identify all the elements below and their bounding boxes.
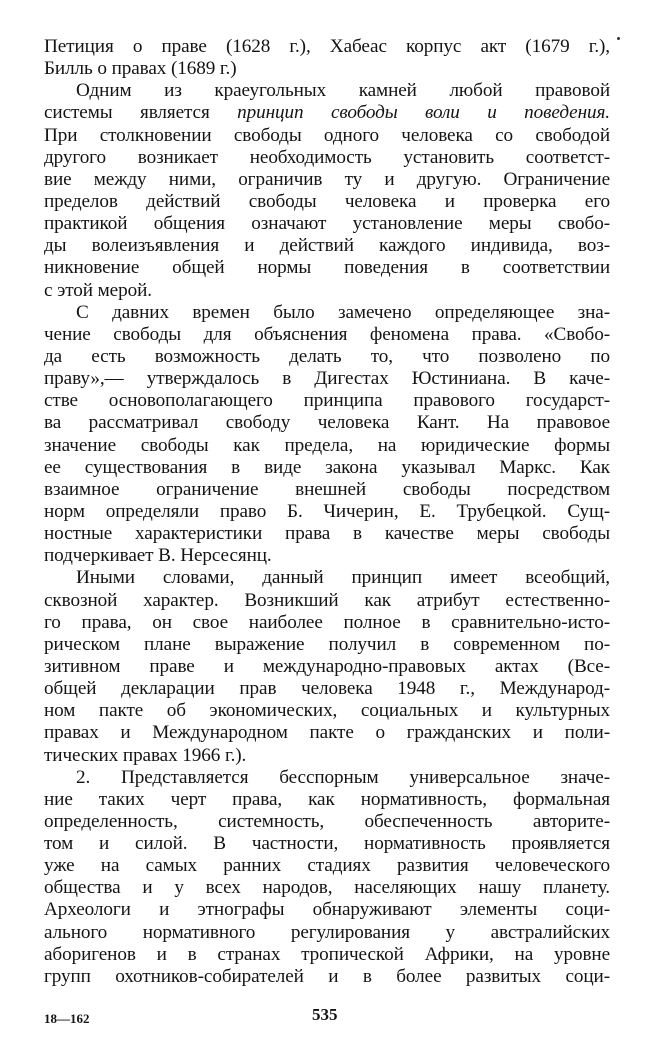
printer-signature: 18—162	[44, 1011, 90, 1026]
text-line: правах и Международном пакте о гражданских и поли-	[44, 722, 610, 744]
text-line: ды волеизъявления и действий каждого индивида, воз-	[44, 235, 610, 257]
page-body	[44, 36, 610, 988]
text-line: системы является принцип свободы воли и поведения.	[44, 102, 610, 124]
text-line: зитивном праве и международно-правовых актах (Все-	[44, 655, 610, 677]
text-line: другого возникает необходимость установить соответст-	[44, 146, 610, 168]
text-line: Билль о правах (1689 г.)	[44, 58, 237, 80]
text-line: 2. Представляется бесспорным универсальное значе-	[76, 766, 610, 788]
text-line: взаимное ограничение внешней свободы посредством	[44, 478, 610, 500]
text-line: чение свободы для объяснения феномена права. «Свобо-	[44, 323, 610, 345]
text-line: Петиция о праве (1628 г.), Хабеас корпус акт (1679 г.),	[44, 36, 610, 57]
text-line: ального нормативного регулирования у австралийских	[44, 921, 610, 943]
text-line: ние таких черт права, как нормативность, формальная	[44, 788, 610, 810]
text-line: групп охотников-собирателей и в более развитых соци-	[44, 965, 610, 987]
text-line: ее существования в виде закона указывал Маркс. Как	[44, 456, 610, 478]
text-line: норм определяли право Б. Чичерин, Е. Трубецкой. Сущ-	[44, 500, 610, 522]
text-line: С давних времен было замечено определяющее зна-	[76, 301, 610, 323]
paragraph	[44, 767, 610, 988]
text-line: ва рассматривал свободу человека Кант. На правовое	[44, 412, 610, 434]
text-line: практикой общения означают установление меры свобо-	[44, 213, 610, 235]
text-line: праву»,— утверждалось в Дигестах Юстиниана. В каче-	[44, 368, 610, 390]
text-line: Иными словами, данный принцип имеет всеобщий,	[76, 567, 610, 589]
paragraph	[44, 36, 610, 80]
text-line: общей декларации прав человека 1948 г., Международ-	[44, 678, 610, 700]
text-line: ностные характеристики права в качестве меры свободы	[44, 523, 610, 545]
page-footer	[0, 1003, 653, 1027]
text-line: стве основополагающего принципа правового государст-	[44, 390, 610, 412]
page-number: 535	[312, 1005, 338, 1024]
text-line: общества и у всех народов, населяющих нашу планету.	[44, 877, 610, 899]
text-line: Археологи и этнографы обнаруживают элементы соци-	[44, 899, 610, 921]
text-line: определенность, системность, обеспеченность авторите-	[44, 810, 610, 832]
paragraph	[44, 302, 610, 568]
text-line: аборигенов и в странах тропической Африки, на уровне	[44, 943, 610, 965]
text-line: никновение общей нормы поведения в соответствии	[44, 257, 610, 279]
text-line: том и силой. В частности, нормативность проявляется	[44, 833, 610, 855]
paragraph	[44, 80, 610, 301]
emphasis-text: принцип свободы воли и поведения.	[237, 102, 610, 124]
text-line: пределов действий свободы человека и проверка его	[44, 190, 610, 212]
text-line: вие между ними, ограничив ту и другую. Ограничение	[44, 168, 610, 190]
print-speck	[617, 37, 620, 40]
text-line: с этой мерой.	[44, 279, 152, 301]
text-line: ном пакте об экономических, социальных и культурных	[44, 700, 610, 722]
text-line: тических правах 1966 г.).	[44, 744, 247, 766]
paragraph	[44, 567, 610, 766]
text-line: подчеркивает В. Нерсесянц.	[44, 545, 272, 567]
text-line: рическом плане выражение получил в современном по-	[44, 633, 610, 655]
text-line: значение свободы как предела, на юридические формы	[44, 434, 610, 456]
text-line: уже на самых ранних стадиях развития человеческого	[44, 855, 610, 877]
text-line: го права, он свое наиболее полное в сравнительно-исто-	[44, 611, 610, 633]
text-line: да есть возможность делать то, что позволено по	[44, 345, 610, 367]
text-line: При столкновении свободы одного человека со свободой	[44, 124, 610, 146]
text-line: сквозной характер. Возникший как атрибут естественно-	[44, 589, 610, 611]
text-line: Одним из краеугольных камней любой правовой	[76, 80, 610, 102]
